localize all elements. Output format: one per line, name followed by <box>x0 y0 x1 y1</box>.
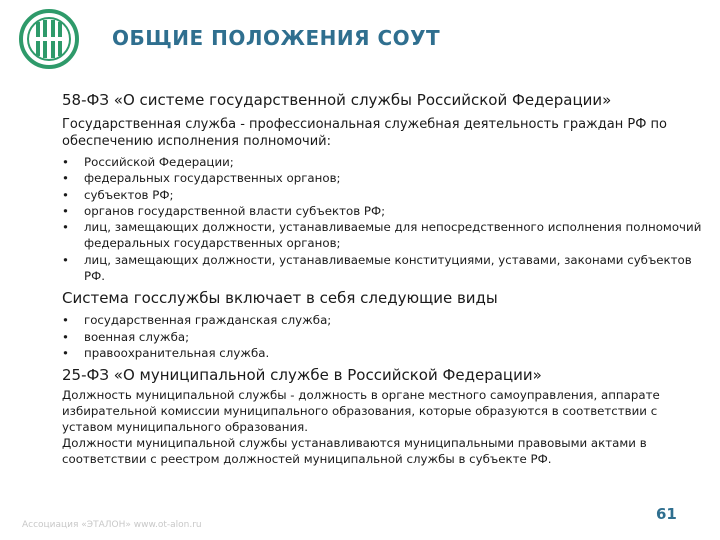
list-item: • Российской Федерации; <box>62 154 702 170</box>
footer-organization: Ассоциация «ЭТАЛОН» www.ot-alon.ru <box>22 520 202 530</box>
section3-paragraph: Должности муниципальной службы устанавливаются муниципальными правовыми актами в соответствии с реестром должностей муниципальной службы в субъекте РФ. <box>62 436 647 467</box>
section2-list <box>62 312 702 361</box>
list-item: • правоохранительная служба. <box>62 345 702 361</box>
list-item: • субъектов РФ; <box>62 187 702 203</box>
section1-list <box>62 154 702 284</box>
list-item: • лиц, замещающих должности, устанавливаемые конституциями, уставами, законами субъектов РФ. <box>62 252 702 285</box>
list-item: • лиц, замещающих должности, устанавливаемые для непосредственного исполнения полномочий федеральных государственных органов; <box>62 219 702 252</box>
section3-heading: 25-ФЗ «О муниципальной службе в Российской Федерации» <box>62 366 542 385</box>
page-number: 61 <box>656 505 677 523</box>
section2-heading: Система госслужбы включает в себя следующие виды <box>62 289 498 308</box>
page-title: ОБЩИЕ ПОЛОЖЕНИЯ СОУТ <box>112 26 441 50</box>
section1-paragraph: Государственная служба - профессиональная служебная деятельность граждан РФ по обеспечению исполнения полномочий: <box>62 117 667 149</box>
list-item: • органов государственной власти субъектов РФ; <box>62 203 702 219</box>
list-item: • федеральных государственных органов; <box>62 170 702 186</box>
slide-content <box>62 90 702 467</box>
section3-paragraph: Должность муниципальной службы - должность в органе местного самоуправления, аппарате избирательной комиссии муниципального образования, которые образуются в соответствии с уставом муниципального образования. <box>62 388 660 435</box>
association-logo-icon <box>18 8 80 70</box>
section1-heading: 58-ФЗ «О системе государственной службы Российской Федерации» <box>62 91 612 109</box>
list-item: • военная служба; <box>62 329 702 345</box>
list-item: • государственная гражданская служба; <box>62 312 702 328</box>
